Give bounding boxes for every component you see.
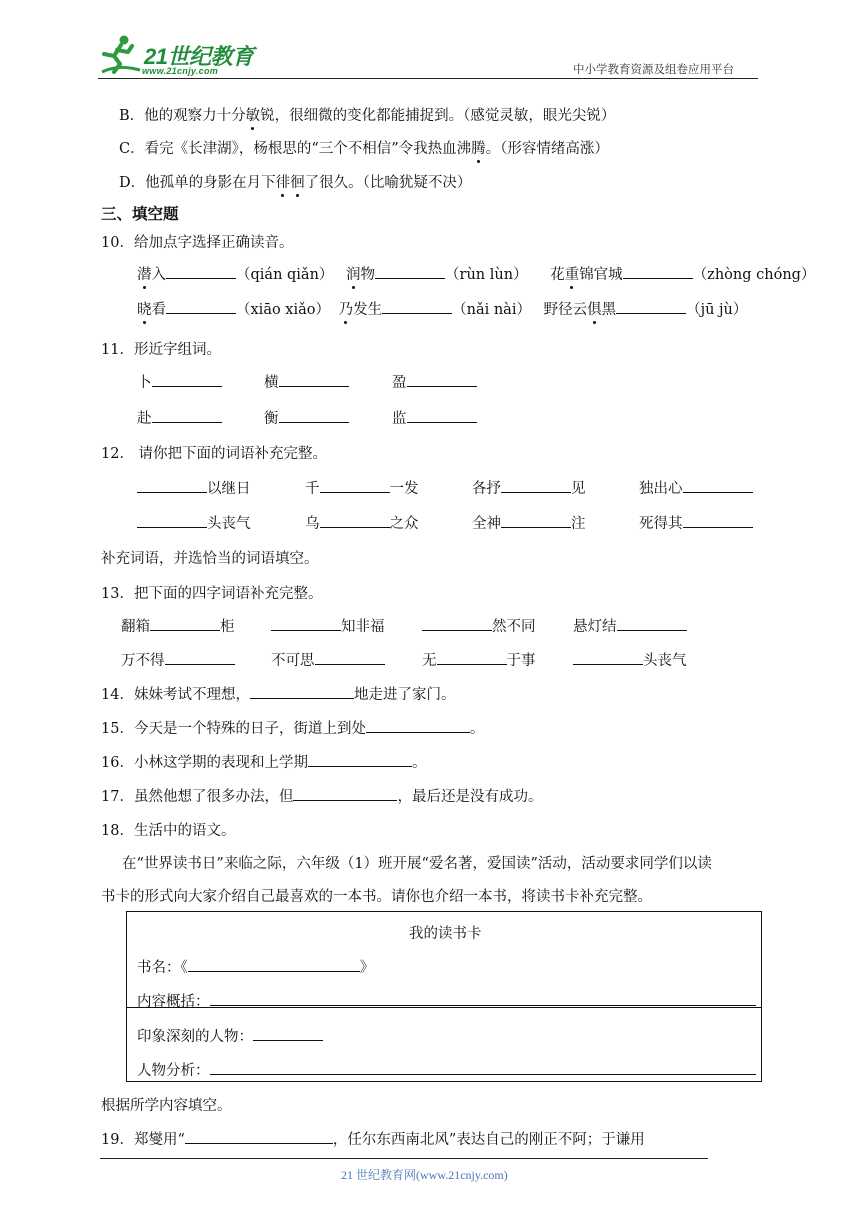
q9-option-d: D．他孤单的身影在月下徘徊了很久。（比喻犹疑不决） [119, 175, 472, 191]
q13-item: 万不得 [121, 649, 235, 670]
q12-item: 全神 注 [472, 512, 586, 533]
answer-blank[interactable] [137, 513, 207, 528]
answer-blank[interactable] [382, 299, 452, 314]
reading-card [126, 911, 762, 1082]
logo-url-text: www.21cnjy.com [142, 66, 219, 76]
character-blank[interactable] [253, 1026, 323, 1041]
answer-blank[interactable] [293, 786, 397, 801]
answer-blank[interactable] [152, 372, 222, 387]
q13-item: 头丧气 [573, 649, 687, 670]
q12-item: 以继日 [137, 477, 251, 498]
answer-blank[interactable] [152, 408, 222, 423]
q14: 14．妹妹考试不理想， 地走进了家门。 [101, 683, 455, 704]
q16: 16．小林这学期的表现和上学期 。 [101, 751, 426, 772]
q15: 15．今天是一个特殊的日子，街道上到处 。 [101, 717, 484, 738]
answer-blank[interactable] [250, 684, 354, 699]
answer-blank[interactable] [683, 478, 753, 493]
q13-item: 知非福 [271, 615, 385, 636]
analysis-blank[interactable] [210, 1060, 756, 1075]
answer-blank[interactable] [437, 650, 507, 665]
q11-item: 衡 [264, 407, 349, 428]
q11-item: 监 [392, 407, 477, 428]
reading-card-title: 我的读书卡 [409, 926, 482, 942]
answer-blank[interactable] [422, 616, 492, 631]
q17: 17．虽然他想了很多办法，但 ，最后还是没有成功。 [101, 785, 542, 806]
q12-item: 千 一发 [305, 477, 419, 498]
answer-blank[interactable] [501, 478, 571, 493]
answer-blank[interactable] [573, 650, 643, 665]
runner-logo-icon [94, 34, 144, 78]
answer-blank[interactable] [166, 299, 236, 314]
footer-rule [100, 1158, 708, 1159]
summary-row: 内容概括： [137, 990, 756, 1011]
header-rule [98, 78, 758, 79]
answer-blank[interactable] [279, 372, 349, 387]
q12-item: 各抒 见 [472, 477, 586, 498]
q13-item: 然不同 [422, 615, 536, 636]
q13-item: 无 于事 [422, 649, 536, 670]
q12-item: 乌 之众 [305, 512, 419, 533]
q11-stem: 11．形近字组词。 [101, 342, 221, 358]
answer-blank[interactable] [375, 264, 445, 279]
answer-blank[interactable] [407, 408, 477, 423]
q12-item: 死得其 [639, 512, 753, 533]
q12-item: 头丧气 [137, 512, 251, 533]
answer-blank[interactable] [366, 718, 470, 733]
card-divider [127, 1007, 761, 1008]
q13-item: 悬灯结 [573, 615, 687, 636]
q11-item: 横 [264, 371, 349, 392]
q10-row1 [137, 263, 815, 284]
answer-blank[interactable] [137, 478, 207, 493]
answer-blank[interactable] [271, 616, 341, 631]
q10-item: 花重锦官城 （zhòng chóng） [550, 267, 815, 283]
answer-blank[interactable] [166, 264, 236, 279]
answer-blank[interactable] [279, 408, 349, 423]
q19: 19．郑燮用“ ，任尔东西南北风”表达自己的刚正不阿；于谦用 [101, 1128, 645, 1149]
q9-option-c: C．看完《长津湖》，杨根思的“三个不相信”令我热血沸腾。（形容情绪高涨） [119, 141, 609, 157]
q12-stem: 12． 请你把下面的词语补充完整。 [101, 446, 328, 462]
q10-item: 乃发生 （nǎi nài） [339, 302, 531, 318]
answer-blank[interactable] [623, 264, 693, 279]
answer-blank[interactable] [150, 616, 220, 631]
q11-item: 赴 [137, 407, 222, 428]
character-row: 印象深刻的人物： [137, 1025, 323, 1046]
answer-blank[interactable] [501, 513, 571, 528]
q10-item: 润物 （rùn lùn） [346, 267, 528, 283]
header-right-text: 中小学教育资源及组卷应用平台 [573, 62, 734, 76]
footer-text: 21 世纪教育网(www.21cnjy.com) [341, 1168, 508, 1182]
summary-blank[interactable] [210, 991, 756, 1006]
answer-blank[interactable] [308, 752, 412, 767]
q18-paragraph-line1: 在“世界读书日”来临之际，六年级（1）班开展“爱名著，爱国读”活动，活动要求同学们以读 [122, 856, 712, 872]
q18-stem: 18．生活中的语文。 [101, 823, 236, 839]
answer-blank[interactable] [616, 299, 686, 314]
section-title: 三、填空题 [101, 205, 179, 223]
answer-blank[interactable] [617, 616, 687, 631]
q10-row2 [137, 298, 747, 319]
answer-blank[interactable] [320, 513, 390, 528]
q10-item: 晓看 （xiāo xiǎo） [137, 302, 330, 318]
q13-stem: 13．把下面的四字词语补充完整。 [101, 586, 323, 602]
q9-option-b: B．他的观察力十分敏锐，很细微的变化都能捕捉到。（感觉灵敏，眼光尖锐） [119, 108, 616, 124]
q13-item: 翻箱 柜 [121, 615, 235, 636]
answer-blank[interactable] [315, 650, 385, 665]
q13-item: 不可思 [271, 649, 385, 670]
logo-main-text: 21世纪教育 [144, 44, 254, 69]
book-name-row: 书名：《 》 [137, 956, 374, 977]
analysis-row: 人物分析： [137, 1059, 756, 1080]
q12-item: 独出心 [639, 477, 753, 498]
q10-stem: 10．给加点字选择正确读音。 [101, 235, 294, 251]
q12-note: 补充词语，并选恰当的词语填空。 [101, 551, 319, 567]
answer-blank[interactable] [165, 650, 235, 665]
q18-paragraph-line2: 书卡的形式向大家介绍自己最喜欢的一本书。请你也介绍一本书，将读书卡补充完整。 [101, 889, 652, 905]
answer-blank[interactable] [320, 478, 390, 493]
q11-item: 卜 [137, 371, 222, 392]
q11-item: 盈 [392, 371, 477, 392]
answer-blank[interactable] [683, 513, 753, 528]
q10-item: 潜入 （qián qiǎn） [137, 267, 333, 283]
answer-blank[interactable] [407, 372, 477, 387]
after-card-text: 根据所学内容填空。 [101, 1098, 232, 1114]
q10-item: 野径云俱黑 （jū jù） [544, 302, 748, 318]
book-name-blank[interactable] [188, 957, 360, 972]
answer-blank[interactable] [185, 1129, 333, 1144]
